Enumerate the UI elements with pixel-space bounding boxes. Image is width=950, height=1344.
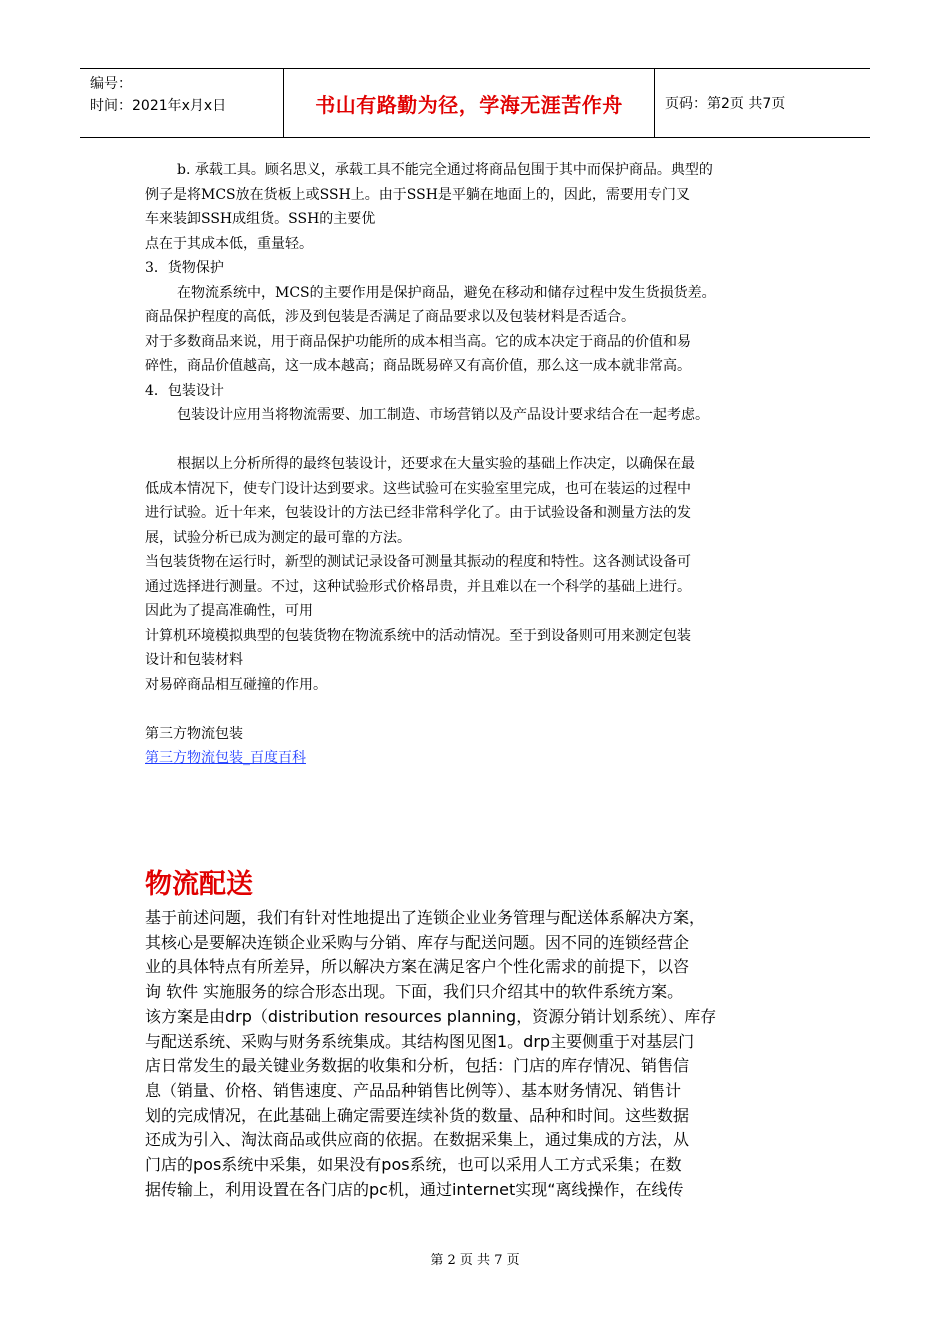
section-number: 3．货物保护 [145, 260, 224, 276]
para-line: 低成本情况下，使专门设计达到要求。这些试验可在实验室里完成，也可在装运的过程中 [145, 480, 691, 497]
header-meta [80, 69, 283, 137]
para-line: 据传输上，利用设置在各门店的pc机，通过internet实现“离线操作，在线传 [145, 1179, 684, 1199]
para-line: 在物流系统中，MCS的主要作用是保护商品，避免在移动和储存过程中发生货损货差。 [177, 284, 716, 301]
baike-link[interactable]: 第三方物流包装_百度百科 [145, 750, 306, 766]
blank-line [145, 697, 820, 722]
para-line: 对于多数商品来说，用于商品保护功能所的成本相当高。它的成本决定于商品的价值和易 [145, 333, 691, 350]
para-line: 对易碎商品相互碰撞的作用。 [145, 676, 327, 693]
tp-title: 第三方物流包装 [145, 725, 243, 742]
section-body [145, 906, 805, 1202]
para-line: 业的具体特点有所差异，所以解决方案在满足客户个性化需求的前提下，以咨 [145, 957, 690, 977]
para-line: 因此为了提高准确性，可用 [145, 603, 313, 619]
para-line: 门店的pos系统中采集，如果没有pos系统，也可以采用人工方式采集；在数 [145, 1155, 682, 1175]
para-line: 与配送系统、采购与财务系统集成。其结构图见图1。drp主要侧重于对基层门 [145, 1031, 695, 1051]
para-line: 包装设计应用当将物流需要、加工制造、市场营销以及产品设计要求结合在一起考虑。 [177, 407, 709, 423]
blank-line [145, 428, 820, 453]
section-number: 4．包装设计 [145, 382, 224, 399]
para-line: 店日常发生的最关键业务数据的收集和分析，包括：门店的库存情况、销售信 [145, 1056, 690, 1076]
date-label: 时间：2021年x月x日 [90, 98, 227, 114]
para-line: 碎性，商品价值越高，这一成本越高；商品既易碎又有高价值，那么这一成本就非常高。 [145, 358, 691, 374]
para-line: 计算机环境模拟典型的包装货物在物流系统中的活动情况。至于到设备则可用来测定包装 [145, 627, 691, 644]
para-line: 其核心是要解决连锁企业采购与分销、库存与配送问题。因不同的连锁经营企 [145, 932, 690, 952]
para-line: 通过选择进行测量。不过，这种试验形式价格昂贵，并且难以在一个科学的基础上进行。 [145, 578, 691, 595]
header-page-info: 页码：第2页 共7页 [665, 96, 786, 112]
para-line: 例子是将MCS放在货板上或SSH上。由于SSH是平躺在地面上的，因此，需要用专门叉 [145, 186, 690, 203]
para-line: 点在于其成本低，重量轻。 [145, 235, 313, 252]
para-line: 该方案是由drp（distribution resources planning，资源分销计划系统）、库存 [145, 1006, 717, 1026]
section-heading: 物流配送 [145, 869, 253, 900]
para-line: 询 软件 实施服务的综合形态出现。下面，我们只介绍其中的软件系统方案。 [145, 982, 684, 1002]
para-line: 进行试验。近十年来，包装设计的方法已经非常科学化了。由于试验设备和测量方法的发 [145, 505, 691, 521]
serial-label: 编号： [90, 76, 132, 92]
para-line: 商品保护程度的高低，涉及到包装是否满足了商品要求以及包装材料是否适合。 [145, 309, 635, 325]
para-line: 还成为引入、淘汰商品或供应商的依据。在数据采集上，通过集成的方法，从 [145, 1130, 690, 1150]
para-line: 基于前述问题，我们有针对性地提出了连锁企业业务管理与配送体系解决方案， [145, 908, 706, 927]
body-text [145, 158, 820, 771]
para-line: 当包装货物在运行时，新型的测试记录设备可测量其振动的程度和特性。这各测试设备可 [145, 554, 691, 570]
para-line: 设计和包装材料 [145, 652, 243, 668]
para-line: 根据以上分析所得的最终包装设计，还要求在大量实验的基础上作决定，以确保在最 [177, 456, 695, 472]
header-motto: 书山有路勤为径，学海无涯苦作舟 [283, 69, 655, 137]
para-line: b. 承载工具。顾名思义，承载工具不能完全通过将商品包围于其中而保护商品。典型的 [177, 162, 713, 178]
para-line: 车来装卸SSH成组货。SSH的主要优 [145, 211, 376, 227]
para-line: 息（销量、价格、销售速度、产品品种销售比例等）、基本财务情况、销售计 [145, 1080, 682, 1100]
page-footer: 第 2 页 共 7 页 [430, 1253, 520, 1268]
page-header [80, 68, 870, 138]
para-line: 展，试验分析已成为测定的最可靠的方法。 [145, 529, 411, 546]
para-line: 划的完成情况，在此基础上确定需要连续补货的数量、品种和时间。这些数据 [145, 1105, 690, 1125]
